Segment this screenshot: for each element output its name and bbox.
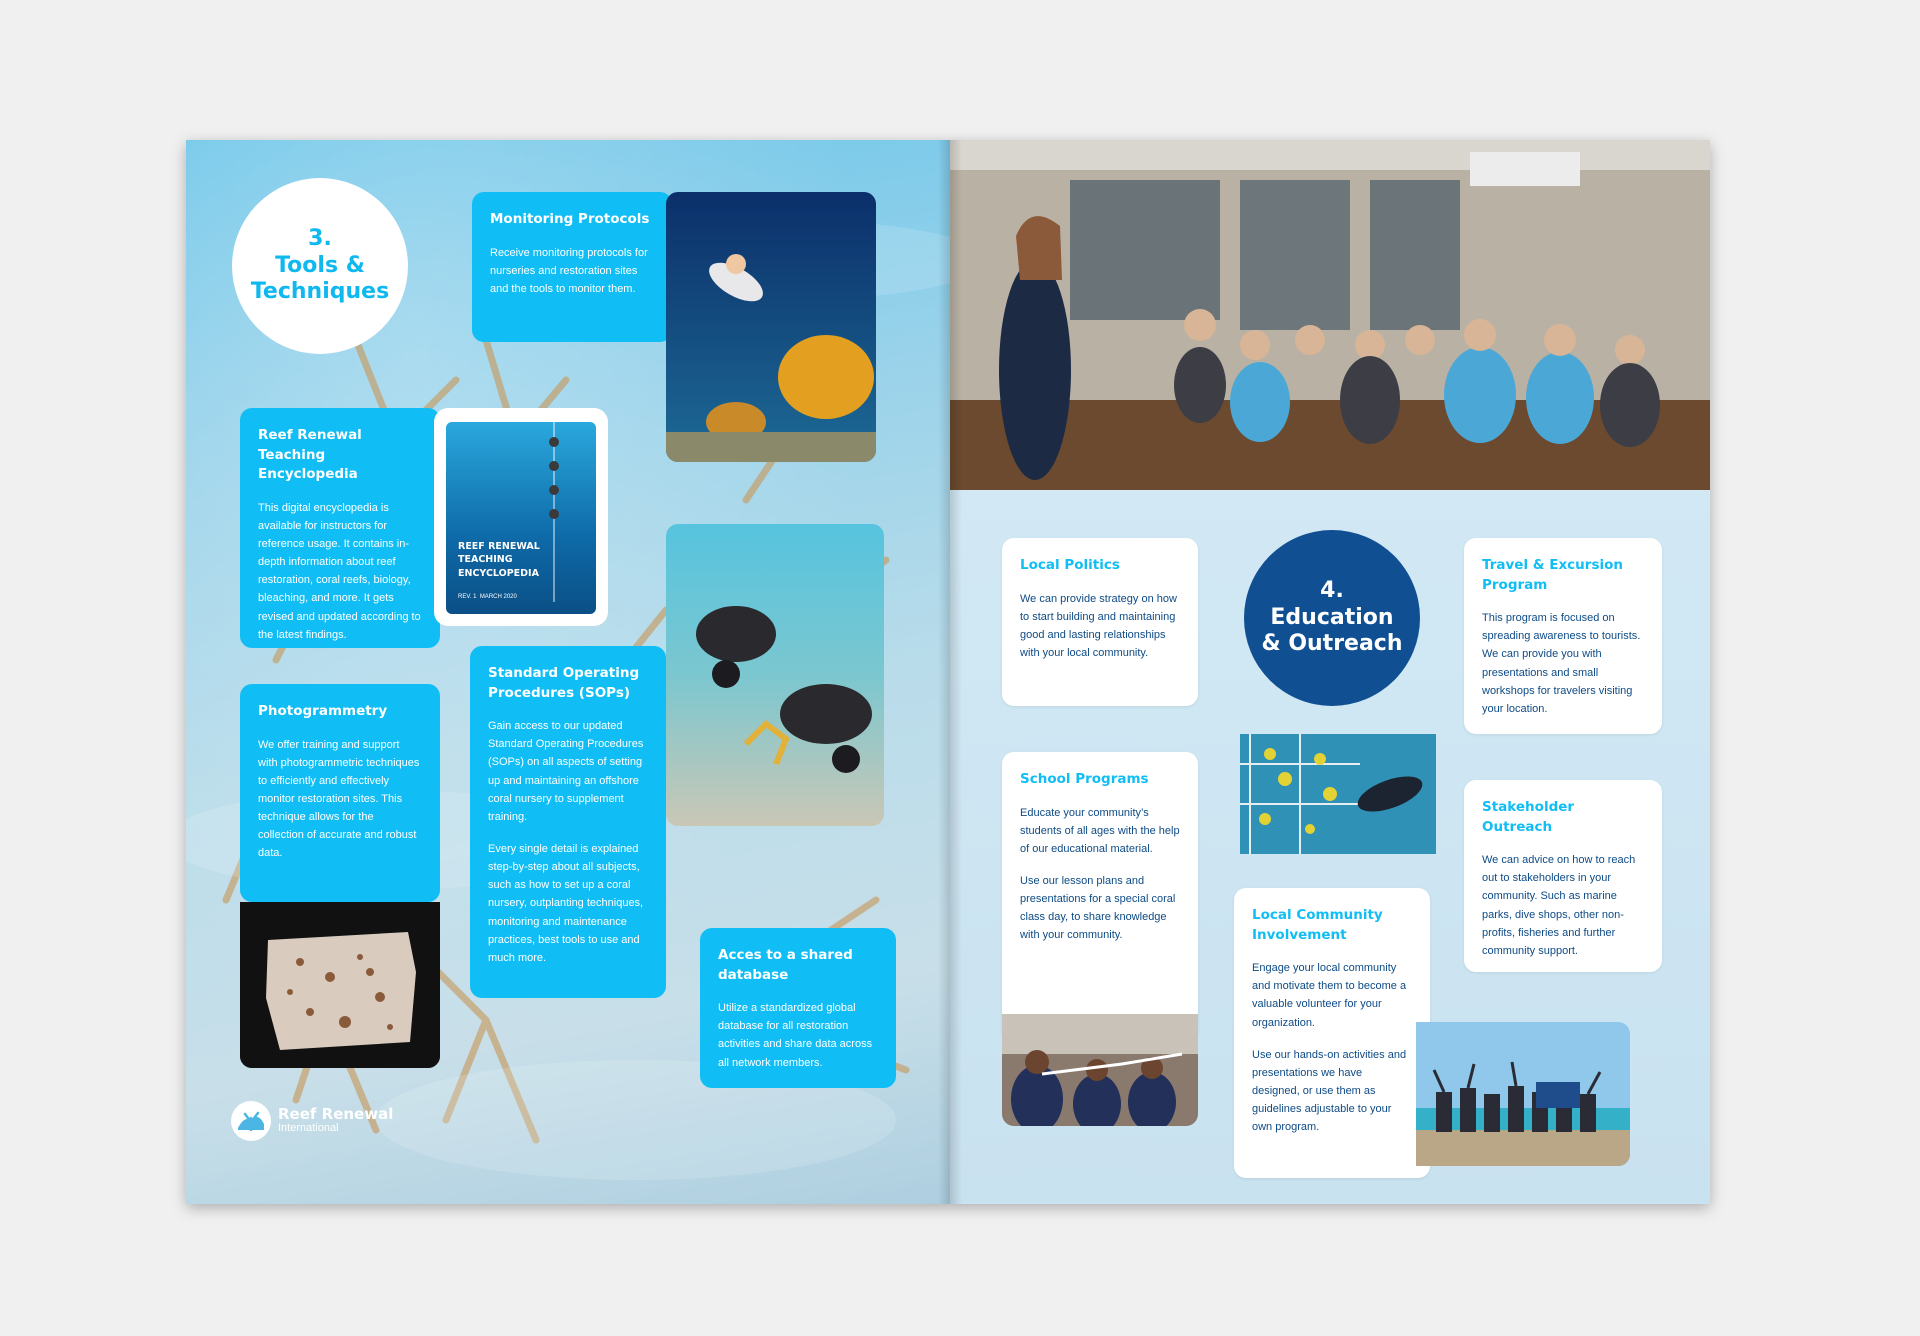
encyclopedia-cover [446,422,596,614]
shared-database-card [700,928,896,1088]
shared-database-title: Acces to a shared database [718,947,853,983]
local-politics-card [1002,538,1198,706]
encyclopedia-title: Reef Renewal Teaching Encyclopedia [258,427,362,483]
school-programs-text-1: Educate your community’s students of all ages with the help of our educational material. [1020,806,1180,855]
section-4-title-line1: Education [1270,604,1394,630]
local-community-text-1: Engage your local community and motivate them to become a valuable volunteer for your organization. [1252,962,1407,1029]
travel-excursion-title: Travel & Excursion Program [1482,557,1623,593]
logo-text-line2: International [278,1122,339,1135]
photogrammetry-title: Photogrammetry [258,703,388,719]
section-3-number: 3. [308,226,332,252]
travel-excursion-card [1464,538,1662,734]
school-programs-title: School Programs [1020,771,1149,787]
sops-text-1: Gain access to our updated Standard Operating Procedures (SOPs) on all aspects of setting up and maintaining an offshore coral nursery to supplement training. [488,720,644,823]
photogrammetry-card [240,684,440,902]
section-3-badge [232,178,408,354]
presentation-audience-photo [950,140,1710,490]
logo-text-line1: Reef Renewal [278,1105,394,1124]
shared-database-text: Utilize a standardized global database for all restoration activities and share data across all network members. [718,1002,873,1069]
section-4-badge [1244,530,1420,706]
encyclopedia-cover-date: MARCH 2020 [479,594,517,600]
encyclopedia-cover-line3: ENCYCLOPEDIA [458,567,539,579]
reef-renewal-logo [230,1100,393,1142]
local-politics-title: Local Politics [1020,557,1120,573]
community-group-photo [1416,1022,1630,1166]
stakeholder-outreach-card [1464,780,1662,972]
stakeholder-outreach-text: We can advice on how to reach out to stakeholders in your community. Such as marine parks, dive shops, other non-profits, fisheries and further community support. [1482,854,1636,957]
encyclopedia-cover-frame [434,408,608,626]
divers-coral-tree-photo [1240,734,1436,854]
section-4-title-line2: & Outreach [1261,631,1403,657]
left-page [186,140,950,1204]
local-community-card [1234,888,1430,1178]
local-community-text-2: Use our hands-on activities and presentations we have designed, or use them as guidelines adjustable to your own program. [1252,1048,1407,1134]
section-4-number: 4. [1320,578,1344,604]
section-3-title-line2: Techniques [250,279,390,305]
sops-text-2: Every single detail is explained step-by-step about all subjects, such as how to set up a coral nursery, outplanting techniques, monitoring and maintenance practices, best tools to use and much more. [488,842,644,964]
photogrammetry-coral-model [240,902,440,1068]
reef-renewal-logo-icon [230,1100,272,1142]
encyclopedia-cover-line2: TEACHING [458,554,513,566]
diver-monitoring-photo [666,192,876,462]
stakeholder-outreach-title: Stakeholder Outreach [1482,799,1575,835]
sops-title: Standard Operating Procedures (SOPs) [488,665,640,701]
monitoring-protocols-title: Monitoring Protocols [490,211,650,227]
photogrammetry-text: We offer training and support with photogrammetric techniques to efficiently and effectively monitor restoration sites. This technique allows for the collection of accurate and robust data. [258,738,420,860]
school-programs-card [1002,752,1198,1040]
students-activity-photo [1002,1014,1198,1126]
encyclopedia-card [240,408,440,648]
monitoring-protocols-card [472,192,672,342]
local-politics-text: We can provide strategy on how to start building and maintaining good and lasting relationships with your local community. [1020,592,1177,659]
travel-excursion-text: This program is focused on spreading awareness to tourists. We can provide you with presentations and small workshops for travelers visiting your location. [1482,612,1641,715]
local-community-title: Local Community Involvement [1252,907,1383,943]
sops-card [470,646,666,998]
brochure-spread [186,140,1710,1204]
divers-nursery-photo [666,524,884,826]
encyclopedia-cover-line1: REEF RENEWAL [458,541,540,552]
right-page [950,140,1710,1204]
school-programs-text-2: Use our lesson plans and presentations for a special coral class day, to share knowledge with your community. [1020,874,1176,942]
encyclopedia-cover-rev: REV. 1 [458,594,477,600]
section-3-title-line1: Tools & [275,252,365,278]
encyclopedia-text: This digital encyclopedia is available for instructors for reference usage. It contains in-depth information about reef restoration, coral reefs, biology, bleaching, and more. It gets revised and updated according to the latest findings. [258,501,421,641]
monitoring-protocols-text: Receive monitoring protocols for nurseries and restoration sites and the tools to monitor them. [490,246,648,295]
